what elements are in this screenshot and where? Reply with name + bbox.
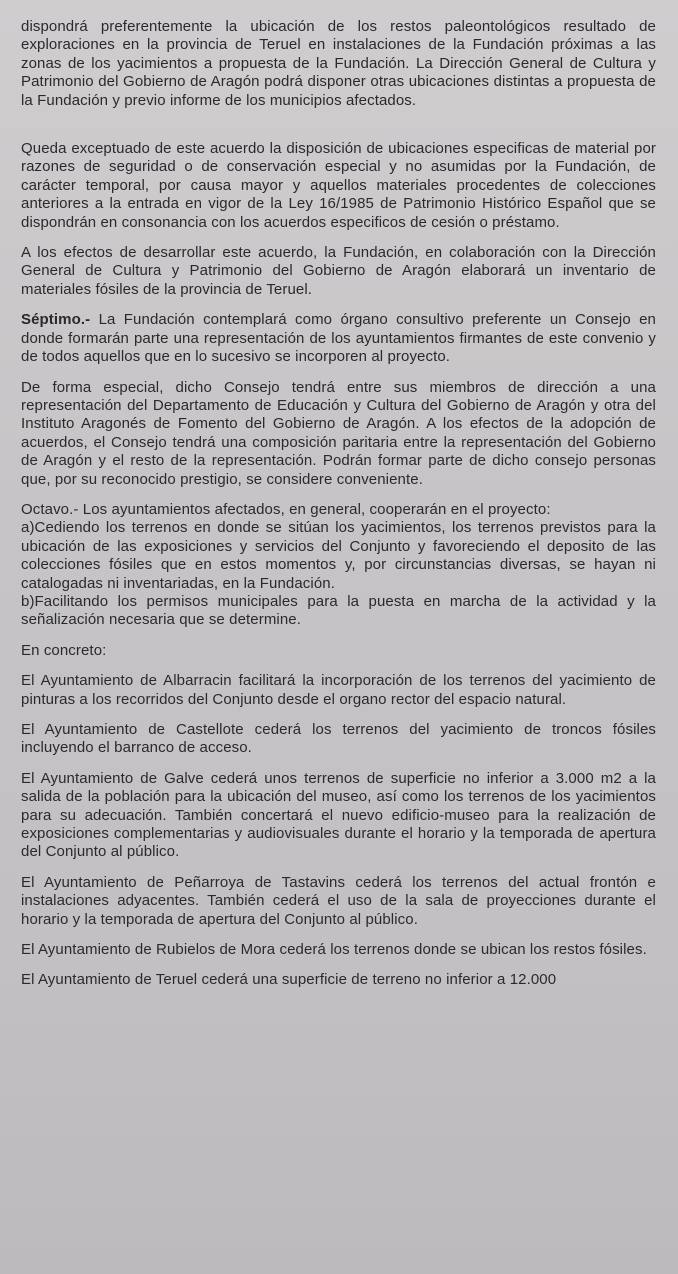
paragraph-rubielos: El Ayuntamiento de Rubielos de Mora cederá los terrenos donde se ubican los restos fósiles. (21, 941, 647, 959)
list-marker-a: a) (21, 519, 35, 537)
paragraph-teruel: El Ayuntamiento de Teruel cederá una superficie de terreno no inferior a 12.000 (21, 971, 557, 989)
clause-label-septimo: Séptimo.- (21, 311, 91, 329)
list-marker-b: b) (21, 592, 35, 610)
list-item-b (21, 593, 656, 630)
clause-text-septimo: La Fundación contemplará como órgano consultivo preferente un Consejo en donde formarán parte una representación de los ayuntamientos firmantes de este convenio y de todos aquellos que en lo sucesivo se incorporen al proyecto. (21, 311, 656, 366)
paragraph-consejo: De forma especial, dicho Consejo tendrá entre sus miembros de dirección a una representación del Departamento de Educación y Cultura del Gobierno de Aragón y otra del Instituto Aragonés de Fomento del Gobierno de Aragón. A los efectos de la adopción de acuerdos, el Consejo tendrá una composición paritaria entre la representación del Gobierno de Aragón y el resto de la representación. Podrán formar parte de dicho consejo personas que, por su reconocido prestigio, se considere conveniente. (21, 378, 656, 488)
paragraph-castellote: El Ayuntamiento de Castellote cederá los terrenos del yacimiento de troncos fósiles incluyendo el barranco de acceso. (21, 721, 656, 757)
paragraph-inventario: A los efectos de desarrollar este acuerdo, la Fundación, en colaboración con la Dirección General de Cultura y Patrimonio del Gobierno de Aragón elaborará un inventario de materiales fósiles de la provincia de Teruel. (21, 244, 656, 298)
list-item-a (21, 519, 656, 593)
paragraph-en-concreto: En concreto: (21, 641, 107, 659)
paragraph-ubicacion-restos: dispondrá preferentemente la ubicación de los restos paleontológicos resultado de exploraciones en la provincia de Teruel en instalaciones de la Fundación próximas a las zonas de los yacimientos a propuesta de la Fundación. La Dirección General de Cultura y Patrimonio del Gobierno de Aragón podrá disponer otras ubicaciones distintas a propuesta de la Fundación y previo informe de los municipios afectados. (21, 18, 656, 109)
paragraph-albarracin: El Ayuntamiento de Albarracin facilitará la incorporación de los terrenos del yacimiento de pinturas a los recorridos del Conjunto desde el organo rector del espacio natural. (21, 672, 656, 708)
paragraph-penarroya: El Ayuntamiento de Peñarroya de Tastavins cederá los terrenos del actual frontón e instalaciones adyacentes. También cederá el uso de la sala de proyecciones durante el horario y la temporada de apertura del Conjunto al público. (21, 873, 656, 928)
list-text-a: Cediendo los terrenos en donde se sitúan los yacimientos, los terrenos previstos para la ubicación de las exposiciones y servicios del Conjunto y favoreciendo el deposito de las colecciones fósiles que en estos momentos y, por circunstancias diversas, se hayan ni catalogadas ni inventariadas, en la Fundación. (21, 519, 656, 592)
list-text-b: Facilitando los permisos municipales para la puesta en marcha de la actividad y la señalización necesaria que se determine. (21, 592, 656, 629)
paragraph-septimo (21, 311, 656, 366)
paragraph-excepciones: Queda exceptuado de este acuerdo la disposición de ubicaciones especificas de material por razones de seguridad o de conservación especial y no asumidas por la Fundación, de carácter temporal, por causa mayor y aquellos materiales procedentes de colecciones anteriores a la entrada en vigor de la Ley 16/1985 de Patrimonio Histórico Español que se dispondrán en consonancia con los acuerdos especificos de cesión o préstamo. (21, 140, 656, 231)
paragraph-galve: El Ayuntamiento de Galve cederá unos terrenos de superficie no inferior a 3.000 m2 a la salida de la población para la ubicación del museo, así como los terrenos de los yacimientos para su adecuación. También concertará el nuevo edificio-museo para la realización de exposiciones complementarias y audiovisuales durante el horario y la temporada de apertura del Conjunto al público. (21, 769, 656, 861)
paragraph-octavo: Octavo.- Los ayuntamientos afectados, en general, cooperarán en el proyecto: (21, 500, 551, 518)
